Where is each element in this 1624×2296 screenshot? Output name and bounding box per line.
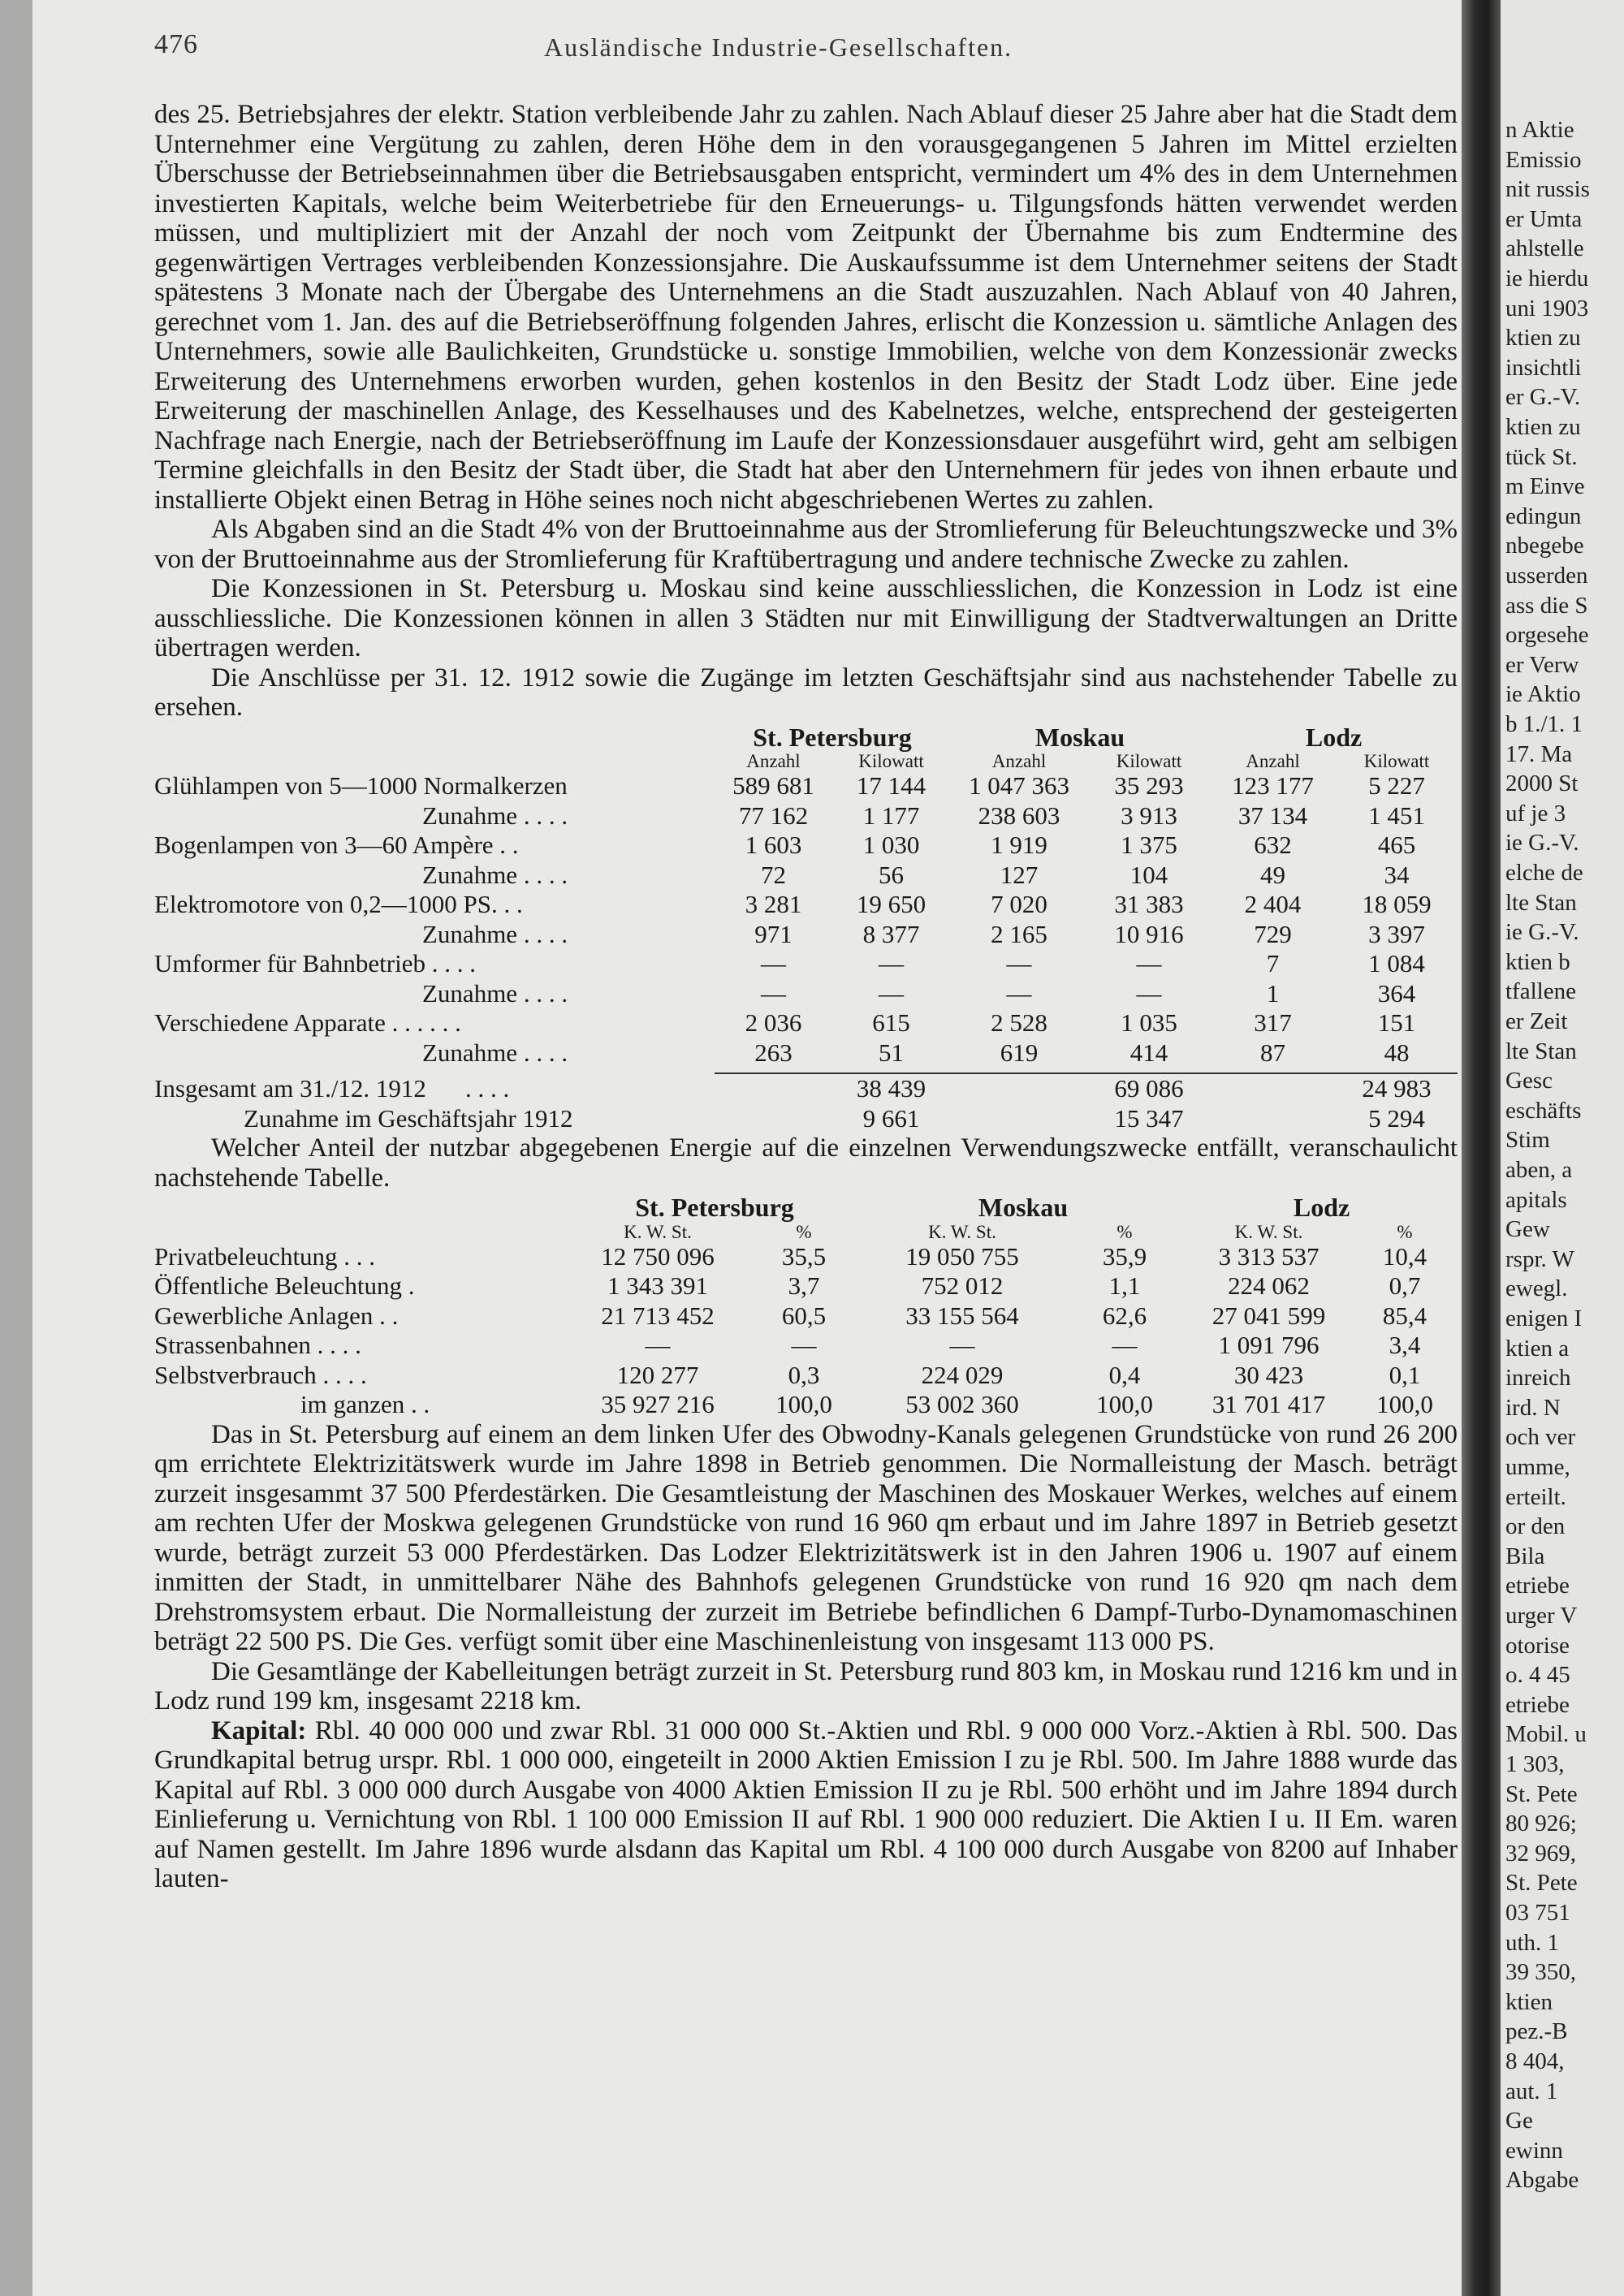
- adjacent-page-line: edingun: [1505, 503, 1582, 529]
- adjacent-page-line: urger V: [1505, 1603, 1578, 1629]
- column-subheader: Kilowatt: [1116, 751, 1182, 771]
- adjacent-page-line: 17. Ma: [1505, 740, 1573, 767]
- adjacent-page-line: St. Pete: [1505, 1780, 1578, 1807]
- table-cell: 19 650: [856, 890, 926, 918]
- column-subheader: %: [796, 1221, 812, 1242]
- adjacent-page-line: Mobil. u: [1505, 1721, 1587, 1748]
- column-subheader: Kilowatt: [858, 751, 924, 771]
- table-cell: 120 277: [616, 1360, 699, 1389]
- table-cell: 1 343 391: [607, 1271, 708, 1300]
- adjacent-page-line: apitals: [1505, 1186, 1567, 1213]
- column-subheader: %: [1397, 1221, 1413, 1242]
- rule-cell: [715, 1073, 832, 1104]
- table-cell: 8 377: [862, 919, 920, 948]
- table-row: [154, 861, 1458, 891]
- row-label: Selbstverbrauch . . . .: [154, 1360, 367, 1389]
- table-cell: 589 681: [732, 771, 814, 800]
- table-cell: 104: [1129, 860, 1168, 889]
- table-cell: 1 030: [862, 831, 920, 859]
- table-cell: 7: [1266, 949, 1280, 978]
- increase-value: 5 294: [1368, 1103, 1425, 1133]
- table-cell: 3,7: [788, 1271, 820, 1300]
- table-subheader-row: [154, 752, 1458, 771]
- table-cell: 7 020: [991, 890, 1047, 918]
- column-header-city: St. Petersburg: [635, 1193, 794, 1222]
- adjacent-page-line: ewegl.: [1505, 1275, 1568, 1302]
- rule-cell: [950, 1073, 1088, 1104]
- table-cell: 21 713 452: [601, 1301, 715, 1330]
- column-subheader: K. W. St.: [624, 1221, 692, 1242]
- row-label: Verschiedene Apparate . . . . . .: [154, 1008, 461, 1037]
- adjacent-page-line: insichtli: [1505, 354, 1582, 381]
- adjacent-page-line: enigen I: [1505, 1306, 1583, 1331]
- table-cell: 0,1: [1389, 1360, 1421, 1389]
- table-total-row: [154, 1390, 1458, 1420]
- table-cell: 33 155 564: [905, 1301, 1019, 1330]
- table-cell: 3 397: [1368, 919, 1425, 948]
- subheader-spacer: [154, 1223, 568, 1242]
- adjacent-page-line: Gesc: [1505, 1068, 1553, 1094]
- adjacent-page-line: usserden: [1505, 563, 1588, 589]
- kapital-text: Rbl. 40 000 000 und zwar Rbl. 31 000 000 St.-Aktien und Rbl. 9 000 000 Vorz.-Aktien à Rbl. 500. Das Grundkapital betrug urspr. Rbl. 1 000 000, eingeteilt in 2000 Aktien Emission I zu je Rbl. 500. Im Jahre 1888 wurde das Kapital auf Rbl. 3 000 000 durch Ausgabe von 4000 Aktien Emission II zu je Rbl. 500 erhöht und im Jahre 1894 durch Einlieferung u. Vernichtung von Rbl. 1 100 000 Emission II auf Rbl. 1 900 000 reduziert. Die Aktien I u. II Em. waren auf Namen gestellt. Im Jahre 1896 wurde alsdann das Kapital um Rbl. 4 100 000 durch Ausgabe von 8200 auf Inhaber lauten-: [154, 1716, 1458, 1893]
- table-cell: —: [879, 949, 904, 978]
- adjacent-page-line: inreich: [1505, 1365, 1571, 1392]
- table-header-row: [154, 723, 1458, 753]
- table-row: [154, 1242, 1458, 1272]
- table-cell: 72: [761, 860, 786, 889]
- row-label: Öffentliche Beleuchtung .: [154, 1271, 415, 1300]
- total-label-cell: [154, 1073, 715, 1104]
- total-value: 100,0: [775, 1390, 832, 1418]
- empty-cell: [715, 1104, 832, 1134]
- spacer-cell: [154, 1068, 1458, 1073]
- row-label: Zunahme . . . .: [422, 919, 568, 948]
- adjacent-page-line: m Einve: [1505, 473, 1585, 500]
- adjacent-page-line: ie hierdu: [1505, 265, 1589, 291]
- adjacent-page-line: elche de: [1505, 860, 1583, 886]
- adjacent-page-line: rspr. W: [1505, 1245, 1574, 1272]
- total-value: 100,0: [1096, 1390, 1153, 1418]
- table-cell: 3 281: [745, 890, 802, 918]
- table-row: [154, 801, 1458, 831]
- adjacent-page-line: b 1./1. 1: [1505, 711, 1583, 737]
- adjacent-page-line: 03 751: [1505, 1900, 1570, 1926]
- table-cell: 2 036: [745, 1008, 802, 1037]
- table-cell: 62,6: [1102, 1301, 1147, 1330]
- table-row: [154, 771, 1458, 801]
- table-cell: 1: [1266, 978, 1280, 1008]
- column-header-city: Lodz: [1305, 722, 1363, 752]
- table-cell: 37 134: [1237, 801, 1308, 830]
- row-label: Zunahme . . . .: [422, 801, 568, 830]
- total-value: 100,0: [1376, 1390, 1433, 1418]
- adjacent-page-line: ird. N: [1505, 1394, 1561, 1421]
- paragraph-kapital: [154, 1716, 1458, 1894]
- table-cell: 10,4: [1382, 1241, 1427, 1271]
- adjacent-page-line: Bila: [1505, 1543, 1545, 1569]
- increase-value: 15 347: [1114, 1103, 1184, 1133]
- adjacent-page-line: or den: [1505, 1513, 1566, 1540]
- table-cell: —: [645, 1331, 671, 1359]
- table-anschluesse: [154, 723, 1458, 1134]
- table-header-row: [154, 1193, 1458, 1223]
- book-gutter: [1462, 0, 1501, 2296]
- increase-value: 9 661: [862, 1103, 920, 1133]
- column-header-city: Lodz: [1293, 1193, 1350, 1222]
- table-cell: 263: [754, 1038, 793, 1067]
- total-value: 24 983: [1336, 1073, 1458, 1104]
- table-cell: 317: [1254, 1008, 1292, 1037]
- adjacent-page-line: pez.-B: [1505, 2018, 1568, 2045]
- table-row: [154, 920, 1458, 950]
- table-cell: 0,3: [788, 1360, 820, 1389]
- empty-cell: [1210, 1104, 1336, 1134]
- adjacent-page-line: ktien b: [1505, 948, 1570, 975]
- table-cell: 465: [1377, 831, 1416, 859]
- adjacent-page-line: etriebe: [1505, 1691, 1570, 1718]
- adjacent-page-line: tfallene: [1505, 978, 1576, 1005]
- adjacent-page-line: aben, a: [1505, 1157, 1573, 1183]
- table-cell: 3 313 537: [1218, 1241, 1320, 1271]
- adjacent-page-line: orgesehe: [1505, 622, 1589, 649]
- total-value: 53 002 360: [905, 1390, 1019, 1418]
- column-subheader: Anzahl: [991, 751, 1047, 771]
- table-cell: 35 293: [1114, 771, 1184, 800]
- total-value: 31 701 417: [1212, 1390, 1326, 1418]
- adjacent-page-line: lte Stan: [1505, 1038, 1577, 1064]
- total-label: Insgesamt am 31./12. 1912: [154, 1073, 426, 1103]
- adjacent-page-line: nit russis: [1505, 176, 1590, 203]
- table-cell: 151: [1377, 1008, 1416, 1037]
- header-spacer: [154, 1193, 568, 1223]
- running-title: Ausländische Industrie-Gesellschaften.: [544, 32, 1013, 62]
- table-spacer-row: [154, 1068, 1458, 1073]
- column-subheader: Anzahl: [746, 751, 801, 771]
- table-cell: —: [1006, 978, 1032, 1008]
- table-row: [154, 949, 1458, 979]
- table-cell: 127: [1000, 860, 1039, 889]
- column-subheader: Kilowatt: [1363, 751, 1430, 771]
- paragraph-konzessionen: Die Konzessionen in St. Petersburg u. Moskau sind keine ausschliesslichen, die Konzession in Lodz ist eine ausschliessliche. Die Konzessionen können in allen 3 Städten nur mit Einwilligung der Stadtverwaltungen an Dritte übertragen werden.: [154, 574, 1458, 662]
- adjacent-page-line: uf je 3: [1505, 800, 1566, 826]
- table-cell: —: [791, 1331, 817, 1359]
- adjacent-page-line: ie Aktio: [1505, 681, 1581, 708]
- adjacent-page-line: ktien zu: [1505, 325, 1581, 352]
- table-cell: 30 423: [1233, 1360, 1304, 1389]
- table-cell: 729: [1254, 919, 1292, 948]
- table-cell: 17 144: [856, 771, 926, 800]
- adjacent-page-line: Gew: [1505, 1216, 1550, 1243]
- adjacent-page-line: er Verw: [1505, 651, 1579, 678]
- scan-left-edge: [0, 0, 32, 2296]
- table-row: [154, 831, 1458, 861]
- table-cell: 2 528: [991, 1008, 1047, 1037]
- empty-cell: [950, 1104, 1088, 1134]
- kapital-label: Kapital:: [211, 1716, 307, 1746]
- adjacent-page-line: 2000 St: [1505, 770, 1579, 797]
- table-cell: 19 050 755: [905, 1241, 1019, 1271]
- table-cell: 3,4: [1389, 1331, 1421, 1359]
- adjacent-page-line: er Zeit: [1505, 1008, 1568, 1034]
- adjacent-page-line: umme,: [1505, 1454, 1570, 1480]
- table-cell: 0,7: [1389, 1271, 1421, 1300]
- table-row: [154, 1331, 1458, 1361]
- table-row: [154, 979, 1458, 1009]
- adjacent-page-line: etriebe: [1505, 1573, 1570, 1599]
- table-cell: 35,9: [1102, 1241, 1147, 1271]
- adjacent-page-line: ie G.-V.: [1505, 830, 1579, 857]
- adjacent-page-line: er G.-V.: [1505, 384, 1581, 411]
- adjacent-page-line: Stim: [1505, 1127, 1550, 1154]
- paragraph-konzession: des 25. Betriebsjahres der elektr. Station verbleibende Jahr zu zahlen. Nach Ablauf dieser 25 Jahre aber hat die Stadt dem Unternehmer eine Vergütung zu zahlen, deren Höhe dem in den vorausgegangenen 5 Jahren im Mittel erzielten Überschusse der Betriebseinnahmen über die Betriebsausgaben entspricht, vermindert um 4% des in dem Unternehmen investierten Kapitals, welche beim Weiterbetriebe für den Erneuerungs- u. Tilgungsfonds hätten verwendet werden müssen, und multipliziert mit der Anzahl der noch vom Zeitpunkt der Übernahme bis zum Endtermine des gegenwärtigen Vertrages verbleibenden Konzessionsjahre. Die Auskaufssumme ist dem Unternehmer seitens der Stadt spätestens 3 Monate nach der Übergabe des Unternehmens an die Stadt auszuzahlen. Nach Ablauf von 40 Jahren, gerechnet vom 1. Jan. des auf die Betriebseröffnung folgenden Jahres, erlischt die Konzession u. sämtliche Anlagen des Unternehmers, sowie alle Baulichkeiten, Grundstücke u. sonstige Immobilien, welche von dem Konzessionär zwecks Erweiterung des Unternehmens erworben wurden, gehen kostenlos in den Besitz der Stadt Lodz über. Eine jede Erweiterung der maschinellen Anlage, des Kesselhauses und des Kabelnetzes, welche, entsprechend der gesteigerten Nachfrage nach Energie, nach der Betriebseröffnung im Laufe der Konzessionsdauer ausgeführt wird, geht am selbigen Termine gleichfalls in den Besitz der Stadt über, die Stadt hat aber den Unternehmern für jedes von ihnen erbaute und installierte Objekt einen Betrag in Höhe seines noch nicht abgeschriebenen Wertes zu zahlen.: [154, 100, 1458, 515]
- table-cell: 615: [872, 1008, 910, 1037]
- row-label: Strassenbahnen . . . .: [154, 1331, 361, 1359]
- table-cell: 364: [1377, 978, 1416, 1008]
- total-value: 35 927 216: [601, 1390, 715, 1418]
- table-cell: —: [1136, 949, 1162, 978]
- table-cell: 1,1: [1108, 1271, 1141, 1300]
- table-cell: —: [1136, 978, 1162, 1008]
- page-header: [154, 29, 1445, 65]
- adjacent-page-line: uth. 1: [1505, 1929, 1560, 1956]
- table-cell: 619: [1000, 1038, 1039, 1067]
- adjacent-page-line: Emissio: [1505, 146, 1582, 173]
- increase-label: Zunahme im Geschäftsjahr 1912: [244, 1103, 573, 1133]
- page-number: 476: [154, 29, 198, 59]
- table-cell: 34: [1384, 860, 1410, 889]
- table-increase-row: [154, 1104, 1458, 1134]
- table-cell: 1 084: [1368, 949, 1425, 978]
- table-cell: —: [761, 978, 786, 1008]
- adjacent-page-line: otorise: [1505, 1632, 1570, 1659]
- table-cell: —: [1006, 949, 1032, 978]
- column-header-city: St. Petersburg: [753, 722, 912, 752]
- table-cell: 1 375: [1121, 831, 1177, 859]
- column-header-city: Moskau: [1034, 722, 1125, 752]
- table-cell: 224 029: [921, 1360, 1004, 1389]
- adjacent-page-line: och ver: [1505, 1424, 1576, 1451]
- table-row: [154, 1361, 1458, 1391]
- table-cell: 123 177: [1232, 771, 1314, 800]
- table-cell: 1 919: [991, 831, 1047, 859]
- adjacent-page-line: nbegebe: [1505, 533, 1584, 559]
- table-row: [154, 1271, 1458, 1301]
- table-row: [154, 1301, 1458, 1331]
- table-row: [154, 1008, 1458, 1038]
- table-cell: —: [949, 1331, 975, 1359]
- table-cell: 1 177: [862, 801, 920, 830]
- adjacent-page-line: ktien: [1505, 1988, 1553, 2015]
- row-label: Zunahme . . . .: [422, 1038, 568, 1067]
- column-subheader: K. W. St.: [928, 1221, 996, 1242]
- adjacent-page-line: er Umta: [1505, 205, 1583, 232]
- table-cell: 10 916: [1114, 919, 1184, 948]
- table-cell: 60,5: [781, 1301, 827, 1330]
- total-value: 69 086: [1088, 1073, 1210, 1104]
- table-cell: 87: [1260, 1038, 1286, 1067]
- table-cell: 12 750 096: [601, 1241, 715, 1271]
- column-subheader: Anzahl: [1246, 751, 1300, 771]
- adjacent-page-fragment: [1501, 0, 1624, 2296]
- adjacent-page-line: ewinn: [1505, 2137, 1563, 2164]
- adjacent-page-line: ie G.-V.: [1505, 919, 1579, 946]
- adjacent-page-line: tück St.: [1505, 443, 1578, 470]
- adjacent-page-line: ass die S: [1505, 592, 1588, 619]
- table-cell: 2 165: [991, 919, 1047, 948]
- adjacent-page-line: eschäfts: [1505, 1097, 1582, 1124]
- table-energieanteil: [154, 1193, 1458, 1420]
- table-cell: 414: [1129, 1038, 1168, 1067]
- table-cell: 752 012: [921, 1271, 1004, 1300]
- table-row: [154, 1038, 1458, 1068]
- adjacent-page-line: 1 303,: [1505, 1751, 1565, 1777]
- adjacent-page-line: Ge: [1505, 2108, 1533, 2134]
- row-label: Glühlampen von 5—1000 Normalkerzen: [154, 771, 568, 800]
- table-cell: 0,4: [1108, 1360, 1141, 1389]
- row-label: Zunahme . . . .: [422, 860, 568, 889]
- table-cell: 18 059: [1362, 890, 1432, 918]
- table-subheader-row: [154, 1223, 1458, 1242]
- table-cell: 238 603: [978, 801, 1060, 830]
- row-label: Elektromotore von 0,2—1000 PS. . .: [154, 890, 523, 918]
- table-cell: 3 913: [1121, 801, 1177, 830]
- adjacent-page-line: 8 404,: [1505, 2048, 1565, 2074]
- subheader-spacer: [154, 752, 715, 771]
- table-cell: 2 404: [1244, 890, 1302, 918]
- row-label: Zunahme . . . .: [422, 978, 568, 1008]
- adjacent-page-line: erteilt.: [1505, 1483, 1566, 1510]
- adjacent-page-line: 80 926;: [1505, 1810, 1577, 1837]
- table-cell: 85,4: [1382, 1301, 1427, 1330]
- adjacent-page-line: ahlstelle: [1505, 235, 1584, 262]
- column-header-city: Moskau: [978, 1193, 1069, 1222]
- table-cell: —: [1112, 1331, 1138, 1359]
- row-label: Privatbeleuchtung . . .: [154, 1241, 376, 1271]
- column-subheader: %: [1116, 1221, 1133, 1242]
- table-row: [154, 890, 1458, 920]
- table-cell: —: [879, 978, 904, 1008]
- adjacent-page-line: n Aktie: [1505, 117, 1574, 143]
- table-cell: 224 062: [1228, 1271, 1310, 1300]
- table-cell: 5 227: [1368, 771, 1425, 800]
- column-subheader: K. W. St.: [1234, 1221, 1303, 1242]
- paragraph-kabelleitungen: Die Gesamtlänge der Kabelleitungen beträgt zurzeit in St. Petersburg rund 803 km, in Moskau rund 1216 km und in Lodz rund 199 km, insgesamt 2218 km.: [154, 1656, 1458, 1716]
- table-cell: 1 047 363: [969, 771, 1070, 800]
- table-cell: 35,5: [781, 1241, 827, 1271]
- table-cell: 49: [1260, 860, 1286, 889]
- table-cell: 971: [754, 919, 793, 948]
- adjacent-page-line: St. Pete: [1505, 1870, 1578, 1897]
- header-spacer: [154, 723, 715, 753]
- paragraph-abgaben: Als Abgaben sind an die Stadt 4% von der Bruttoeinnahme aus der Stromlieferung für Beleuchtungszwecke und 3% von der Bruttoeinnahme aus der Stromlieferung für Kraftübertragung und andere technische Zwecke zu zahlen.: [154, 515, 1458, 574]
- row-label: Bogenlampen von 3—60 Ampère . .: [154, 831, 519, 859]
- adjacent-page-line: lte Stan: [1505, 889, 1577, 916]
- table-cell: 56: [879, 860, 904, 889]
- total-label: im ganzen . .: [300, 1390, 430, 1418]
- table-cell: 1 035: [1121, 1008, 1177, 1037]
- adjacent-page-line: Abgabe: [1505, 2167, 1579, 2194]
- table-cell: 77 162: [738, 801, 809, 830]
- adjacent-page-line: ktien a: [1505, 1335, 1570, 1362]
- adjacent-page-line: uni 1903: [1505, 295, 1589, 322]
- table-total-row: [154, 1073, 1458, 1104]
- table-cell: 51: [879, 1038, 904, 1067]
- page-content: [154, 100, 1458, 1894]
- adjacent-page-line: 32 969,: [1505, 1840, 1576, 1867]
- paragraph-anschluesse: Die Anschlüsse per 31. 12. 1912 sowie die Zugänge im letzten Geschäftsjahr sind aus nachstehender Tabelle zu ersehen.: [154, 662, 1458, 722]
- table-cell: 48: [1384, 1038, 1410, 1067]
- row-label: Umformer für Bahnbetrieb . . . .: [154, 949, 476, 978]
- paragraph-energieanteil: Welcher Anteil der nutzbar abgegebenen Energie auf die einzelnen Verwendungszwecke entfällt, veranschaulicht nachstehende Tabelle.: [154, 1133, 1458, 1193]
- table-cell: 632: [1254, 831, 1292, 859]
- total-value: 38 439: [832, 1073, 950, 1104]
- adjacent-page-line: o. 4 45: [1505, 1662, 1570, 1689]
- table-cell: 27 041 599: [1212, 1301, 1326, 1330]
- paragraph-elektrizitaetswerke: Das in St. Petersburg auf einem an dem linken Ufer des Obwodny-Kanals gelegenen Grundstücke von rund 26 200 qm errichtete Elektrizitätswerk wurde im Jahre 1898 in Betrieb genommen. Die Normalleistung der Masch. beträgt zurzeit insgesammt 37 500 Pferdestärken. Die Gesamtleistung der Maschinen des Moskauer Werkes, welches auf einem am rechten Ufer der Moskwa gelegenen Grundstücke von rund 16 960 qm erbaut und im Jahre 1897 in Betrieb gesetzt wurde, beträgt zurzeit 53 000 Pferdestärken. Das Lodzer Elektrizitätswerk ist in den Jahren 1906 u. 1907 auf einem inmitten der Stadt, in unmittelbarer Nähe des Bahnhofs gelegenen Grundstücke von rund 16 920 qm nach dem Drehstromsystem erbaut. Die Normalleistung der zurzeit im Betriebe befindlichen 6 Dampf-Turbo-Dynamomaschinen beträgt 22 500 PS. Die Ges. verfügt somit über eine Maschinenleistung von insgesamt 113 000 PS.: [154, 1419, 1458, 1656]
- table-cell: 1 451: [1368, 801, 1425, 830]
- adjacent-page-line: ktien zu: [1505, 414, 1581, 440]
- table-cell: —: [761, 949, 786, 978]
- row-label: Gewerbliche Anlagen . .: [154, 1301, 399, 1330]
- adjacent-page-line: 39 350,: [1505, 1959, 1576, 1986]
- rule-cell: [1210, 1073, 1336, 1104]
- table-cell: 1 603: [745, 831, 802, 859]
- table-cell: 1 091 796: [1218, 1331, 1320, 1359]
- adjacent-page-line: aut. 1: [1505, 2078, 1558, 2104]
- table-cell: 31 383: [1114, 890, 1184, 918]
- total-dots: . . . .: [464, 1073, 510, 1103]
